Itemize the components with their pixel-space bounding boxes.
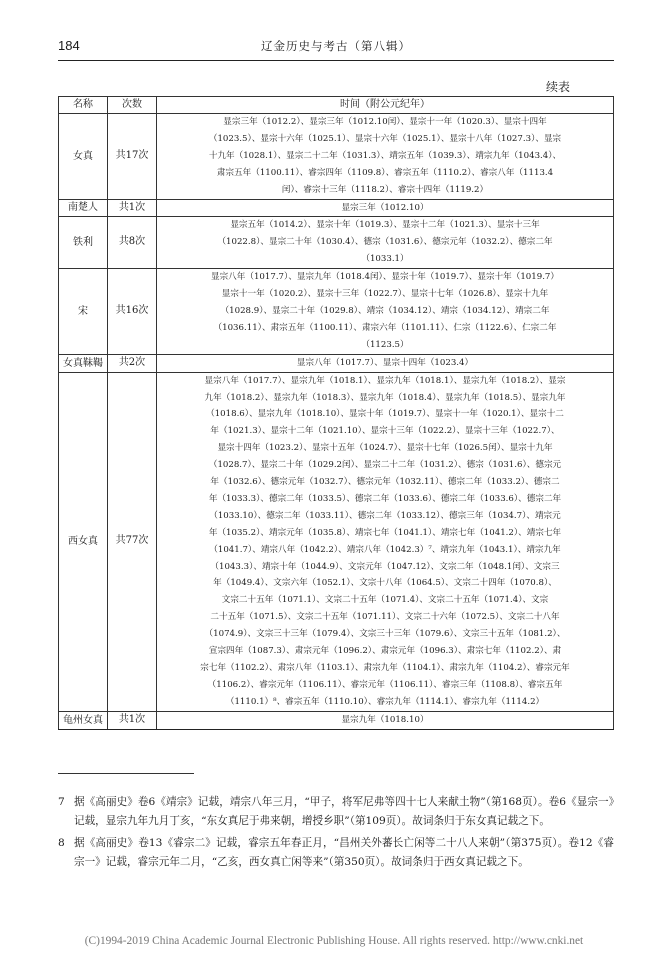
time-line: 显宗十一年（1020.2）、显宗十三年（1022.7）、显宗十七年（1026.8）、显宗十九年 — [221, 289, 549, 300]
footnote-rule — [58, 773, 194, 774]
footnote-number: 8 — [58, 837, 65, 849]
page-number: 184 — [58, 38, 80, 53]
time-line: （1033.10）、德宗二年（1033.11）、德宗二年（1033.12）、德宗三年（1034.7）、靖宗元 — [209, 510, 561, 521]
footnote-number: 7 — [58, 796, 65, 808]
row-name-cell: 女真靺鞨 — [59, 354, 108, 372]
column-header-time: 时间（附公元纪年） — [157, 97, 614, 114]
time-line: （1110.1）⁸、睿宗五年（1110.10）、睿宗九年（1114.1）、睿宗九年（1114.2） — [225, 696, 545, 707]
time-line: （1018.6）、显宗九年（1018.10）、显宗十年（1019.7）、显宗十一年（1020.1）、显宗十二 — [206, 409, 564, 420]
time-line: 显宗八年（1017.7）、显宗九年（1018.1）、显宗九年（1018.1）、显宗九年（1018.2）、显宗 — [204, 375, 566, 386]
time-line: 年（1032.6）、德宗元年（1032.7）、德宗元年（1032.11）、德宗二年（1033.2）、德宗二 — [210, 477, 560, 488]
table-row — [59, 711, 614, 729]
time-line: 年（1035.2）、靖宗元年（1035.8）、靖宗七年（1041.1）、靖宗七年（1041.2）、靖宗七年 — [208, 527, 562, 538]
time-line: 年（1021.3）、显宗十二年（1021.10）、显宗十三年（1022.2）、显宗十三年（1022.7）、 — [210, 426, 560, 437]
time-line: （1041.7）、靖宗八年（1042.2）、靖宗八年（1042.3）⁷、靖宗九年（1043.1）、靖宗九年 — [209, 544, 561, 555]
row-time-cell — [157, 217, 614, 269]
table-row — [59, 269, 614, 355]
footnote-item — [58, 834, 614, 872]
time-line: 文宗二十五年（1071.1）、文宗二十五年（1071.4）、文宗二十五年（1071.4）、文宗 — [221, 595, 549, 606]
time-line: （1033.1） — [361, 254, 409, 265]
table-row — [59, 372, 614, 711]
time-line: 显宗三年（1012.2）、显宗三年（1012.10闰）、显宗十一年（1020.3）、显宗十四年 — [223, 117, 547, 127]
row-count-cell: 共17次 — [108, 114, 157, 200]
table-row — [59, 354, 614, 372]
time-line: 肃宗五年（1100.11）、睿宗四年（1109.8）、睿宗五年（1110.2）、睿宗八年（1113.4 — [216, 167, 554, 178]
continued-label: 续表 — [546, 80, 571, 94]
row-count-cell: 共77次 — [108, 372, 157, 711]
time-line: （1022.8）、显宗二十年（1030.4）、德宗（1031.6）、德宗元年（1032.2）、德宗二年 — [217, 237, 553, 248]
row-time-cell — [157, 711, 614, 729]
time-line: 显宗三年（1012.10） — [341, 202, 429, 213]
row-time-cell — [157, 199, 614, 217]
time-line: （1043.3）、靖宗十年（1044.9）、文宗元年（1047.12）、文宗二年（1048.1闰）、文宗三 — [210, 561, 560, 572]
row-time-cell — [157, 354, 614, 372]
time-line: 显宗八年（1017.7）、显宗十四年（1023.4） — [296, 357, 474, 368]
row-time-cell — [157, 114, 614, 200]
footnote-text: 据《高丽史》卷13《睿宗二》记载，睿宗五年春正月，“昌州关外蕃长亡闲等二十八人来朝”（第375页）。卷12《睿宗一》记载，睿宗元年二月，“乙亥，西女真亡闲等来”（第350页）。故词条归于西女真记载之下。 — [74, 837, 614, 868]
time-line: 二十五年（1071.5）、文宗二十五年（1071.11）、文宗二十六年（1072.5）、文宗二十八年 — [210, 612, 560, 623]
time-line: （1036.11）、肃宗五年（1100.11）、肃宗六年（1101.11）、仁宗（1122.6）、仁宗二年 — [213, 322, 557, 333]
time-line: 年（1049.4）、文宗六年（1052.1）、文宗十八年（1064.5）、文宗二十四年（1070.8）、 — [213, 578, 557, 589]
column-header-count: 次数 — [108, 97, 157, 114]
table-row — [59, 199, 614, 217]
page-header — [58, 38, 614, 58]
table-body — [59, 114, 614, 730]
time-line: 十九年（1028.1）、显宗二十二年（1031.3）、靖宗五年（1039.3）、靖宗九年（1043.4）、 — [208, 150, 562, 161]
row-time-cell — [157, 372, 614, 711]
time-line: 显宗九年（1018.10） — [341, 714, 429, 725]
row-count-cell: 共8次 — [108, 217, 157, 269]
row-name-cell: 西女真 — [59, 372, 108, 711]
time-line: （1074.9）、文宗三十三年（1079.4）、文宗三十三年（1079.6）、文宗三十五年（1081.2）、 — [204, 629, 566, 640]
row-name-cell: 铁利 — [59, 217, 108, 269]
row-time-cell — [157, 269, 614, 355]
time-line: （1106.2）、睿宗元年（1106.11）、睿宗元年（1106.11）、睿宗三年（1108.8）、睿宗五年 — [207, 679, 563, 690]
time-line: （1028.9）、显宗二十年（1029.8）、靖宗（1034.12）、靖宗（1034.12）、靖宗二年 — [220, 305, 550, 316]
row-name-cell: 龟州女真 — [59, 711, 108, 729]
time-line: （1028.7）、显宗二十年（1029.2闰）、显宗二十二年（1031.2）、德宗（1031.6）、德宗元 — [208, 460, 562, 471]
copyright-notice: (C)1994-2019 China Academic Journal Electronic Publishing House. All rights reserved. http://www.cnki.net — [84, 935, 584, 947]
row-count-cell: 共1次 — [108, 199, 157, 217]
time-line: 年（1033.3）、德宗二年（1033.5）、德宗二年（1033.6）、德宗二年（1033.6）、德宗二年 — [208, 493, 562, 504]
footnotes — [58, 793, 614, 875]
footnote-text: 据《高丽史》卷6《靖宗》记载，靖宗八年三月，“甲子，将军尼弗等四十七人来献土物”（第168页）。卷6《显宗一》记载，显宗九年九月丁亥，“东女真尼于弗来朝，增授乡职”（第109页）。故词条归于东女真记载之下。 — [74, 796, 614, 827]
row-name-cell: 南楚人 — [59, 199, 108, 217]
time-line: 宣宗四年（1087.3）、肃宗元年（1096.2）、肃宗元年（1096.3）、肃宗七年（1102.2）、肃 — [208, 646, 562, 657]
row-name-cell: 女真 — [59, 114, 108, 200]
row-count-cell: 共16次 — [108, 269, 157, 355]
time-line: （1123.5） — [361, 339, 409, 350]
time-line: 闰）、睿宗十三年（1118.2）、睿宗十四年（1119.2） — [281, 184, 489, 195]
time-line: 显宗十四年（1023.2）、显宗十五年（1024.7）、显宗十七年（1026.5闰）、显宗十九年 — [217, 443, 553, 454]
header-rule — [58, 60, 614, 61]
row-count-cell: 共1次 — [108, 711, 157, 729]
table-row — [59, 114, 614, 200]
column-header-name: 名称 — [59, 97, 108, 114]
time-line: （1023.5）、显宗十六年（1025.1）、显宗十六年（1025.1）、显宗十八年（1027.3）、显宗 — [208, 133, 562, 144]
table-row — [59, 217, 614, 269]
row-count-cell: 共2次 — [108, 354, 157, 372]
table-header-row — [59, 97, 614, 114]
running-title: 辽金历史与考古（第八辑） — [261, 39, 411, 53]
time-line: 九年（1018.2）、显宗九年（1018.3）、显宗九年（1018.4）、显宗九年（1018.5）、显宗九年 — [204, 392, 566, 403]
tribute-table — [58, 96, 614, 730]
footnote-item — [58, 793, 614, 831]
time-line: 显宗五年（1014.2）、显宗十年（1019.3）、显宗十二年（1021.3）、显宗十三年 — [230, 220, 540, 231]
row-name-cell: 宋 — [59, 269, 108, 355]
time-line: 显宗八年（1017.7）、显宗九年（1018.4闰）、显宗十年（1019.7）、显宗十年（1019.7） — [210, 272, 559, 283]
time-line: 宗七年（1102.2）、肃宗八年（1103.1）、肃宗九年（1104.1）、肃宗九年（1104.2）、睿宗元年 — [200, 663, 570, 673]
